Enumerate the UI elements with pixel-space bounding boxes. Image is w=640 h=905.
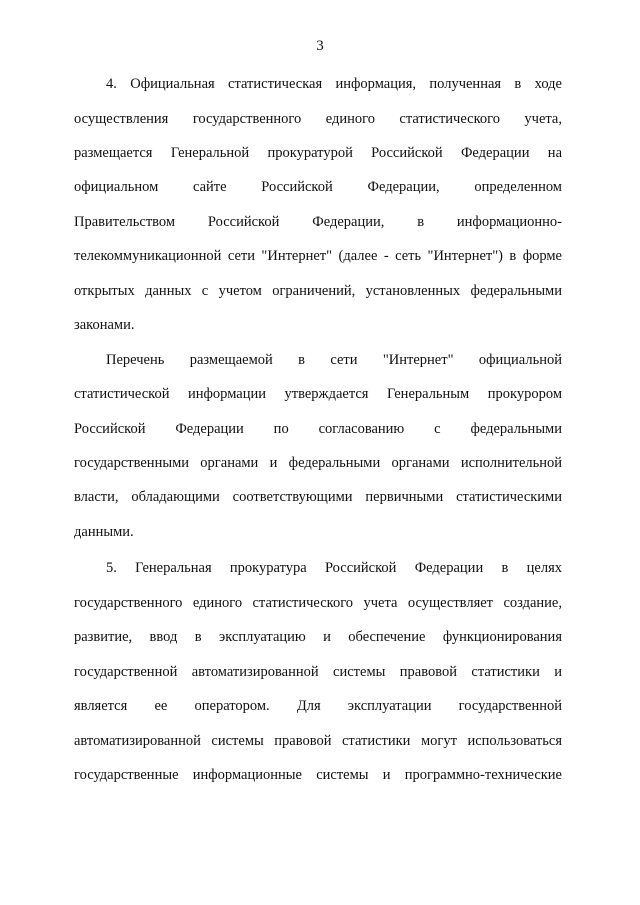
text-line: осуществления государственного единого статистического учета,: [74, 111, 562, 127]
text-line: 4. Официальная статистическая информация, полученная в ходе: [106, 76, 562, 92]
text-line: Российской Федерации по согласованию с федеральными: [74, 421, 562, 437]
text-line: законами.: [74, 317, 135, 333]
text-line: государственные информационные системы и программно-технические: [74, 767, 562, 783]
text-line: открытых данных с учетом ограничений, установленных федеральными: [74, 283, 562, 299]
text-line: официальном сайте Российской Федерации, определенном: [74, 179, 562, 195]
text-line: государственной автоматизированной системы правовой статистики и: [74, 664, 562, 680]
text-line: 5. Генеральная прокуратура Российской Федерации в целях: [106, 560, 562, 576]
text-line: государственного единого статистического учета осуществляет создание,: [74, 595, 562, 611]
page-number: 3: [316, 38, 324, 54]
text-line: власти, обладающими соответствующими первичными статистическими: [74, 489, 562, 505]
text-line: телекоммуникационной сети "Интернет" (далее - сеть "Интернет") в форме: [74, 248, 562, 264]
text-line: является ее оператором. Для эксплуатации государственной: [74, 698, 562, 714]
text-line: Правительством Российской Федерации, в информационно-: [74, 214, 562, 230]
text-line: развитие, ввод в эксплуатацию и обеспечение функционирования: [74, 629, 562, 645]
text-line: данными.: [74, 524, 134, 540]
text-line: статистической информации утверждается Генеральным прокурором: [74, 386, 562, 402]
text-line: автоматизированной системы правовой статистики могут использоваться: [74, 733, 562, 749]
text-line: государственными органами и федеральными органами исполнительной: [74, 455, 562, 471]
text-line: Перечень размещаемой в сети "Интернет" официальной: [106, 352, 562, 368]
text-line: размещается Генеральной прокуратурой Российской Федерации на: [74, 145, 562, 161]
